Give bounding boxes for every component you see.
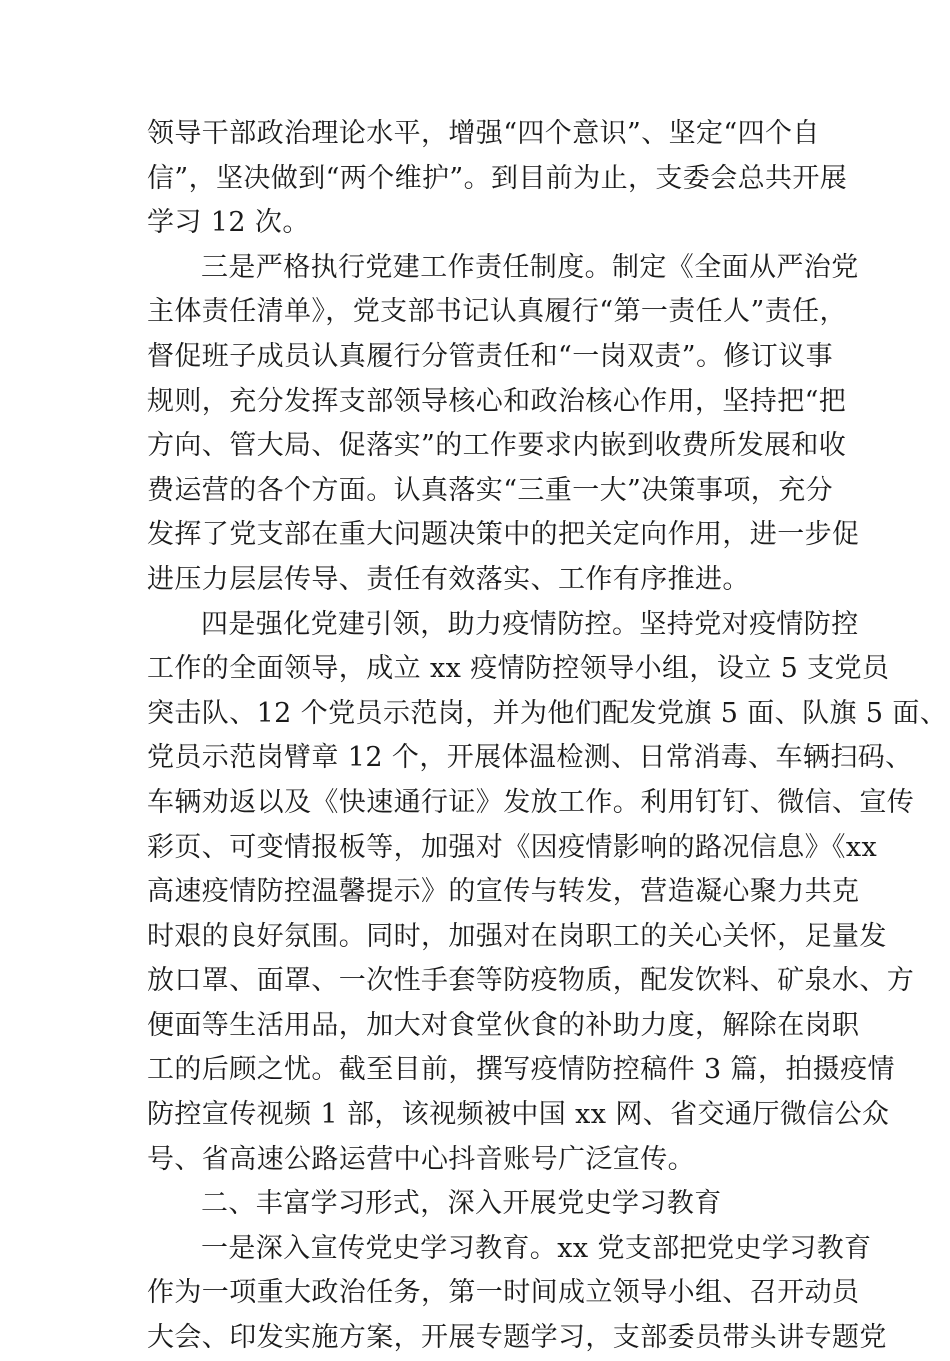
- paragraph-line: 高速疫情防控温馨提示》的宣传与转发，营造凝心聚力共克: [147, 876, 860, 908]
- paragraph-line: 信”，坚决做到“两个维护”。到目前为止，支委会总共开展: [147, 162, 848, 194]
- paragraph-line: 领导干部政治理论水平，增强“四个意识”、坚定“四个自: [147, 118, 820, 149]
- paragraph-line: 规则，充分发挥支部领导核心和政治核心作用，坚持把“把: [147, 385, 847, 417]
- paragraph-line: 突击队、12 个党员示范岗，并为他们配发党旗 5 面、队旗 5 面、: [147, 697, 948, 729]
- paragraph-line: 方向、管大局、促落实”的工作要求内嵌到收费所发展和收: [147, 430, 847, 462]
- paragraph-line: 工的后顾之忧。截至目前，撰写疫情防控稿件 3 篇，拍摄疫情: [147, 1054, 895, 1086]
- paragraph-line: 学习 12 次。: [147, 207, 310, 239]
- paragraph-first-line: 三是严格执行党建工作责任制度。制定《全面从严治党: [201, 251, 859, 283]
- paragraph-line: 放口罩、面罩、一次性手套等防疫物质，配发饮料、矿泉水、方: [147, 965, 915, 997]
- paragraph-line: 大会、印发实施方案，开展专题学习，支部委员带头讲专题党: [147, 1322, 887, 1354]
- paragraph-first-line: 一是深入宣传党史学习教育。xx 党支部把党史学习教育: [201, 1232, 872, 1264]
- paragraph-line: 时艰的良好氛围。同时，加强对在岗职工的关心关怀，足量发: [147, 920, 887, 952]
- paragraph-line: 车辆劝返以及《快速通行证》发放工作。利用钉钉、微信、宣传: [147, 786, 915, 818]
- paragraph-line: 作为一项重大政治任务，第一时间成立领导小组、召开动员: [147, 1277, 860, 1309]
- document-body: [147, 112, 948, 1361]
- paragraph-line: 彩页、可变情报板等，加强对《因疫情影响的路况信息》《xx: [147, 831, 878, 863]
- paragraph-line: 工作的全面领导，成立 xx 疫情防控领导小组，设立 5 支党员: [147, 653, 890, 685]
- paragraph-line: 防控宣传视频 1 部，该视频被中国 xx 网、省交通厅微信公众: [147, 1099, 890, 1131]
- paragraph-line: 发挥了党支部在重大问题决策中的把关定向作用，进一步促: [147, 519, 860, 551]
- paragraph-line: 便面等生活用品，加大对食堂伙食的补助力度，解除在岗职: [147, 1009, 860, 1041]
- paragraph-line: 主体责任清单》，党支部书记认真履行“第一责任人”责任，: [147, 296, 847, 328]
- section-heading: 二、丰富学习形式，深入开展党史学习教育: [201, 1188, 722, 1220]
- paragraph-line: 党员示范岗臂章 12 个，开展体温检测、日常消毒、车辆扫码、: [147, 742, 913, 774]
- paragraph-line: 进压力层层传导、责任有效落实、工作有序推进。: [147, 563, 750, 595]
- paragraph-line: 费运营的各个方面。认真落实“三重一大”决策事项，充分: [147, 474, 834, 506]
- paragraph-line: 督促班子成员认真履行分管责任和“一岗双责”。修订议事: [147, 340, 834, 372]
- paragraph-first-line: 四是强化党建引领，助力疫情防控。坚持党对疫情防控: [201, 608, 859, 640]
- paragraph-line: 号、省高速公路运营中心抖音账号广泛宣传。: [147, 1143, 695, 1175]
